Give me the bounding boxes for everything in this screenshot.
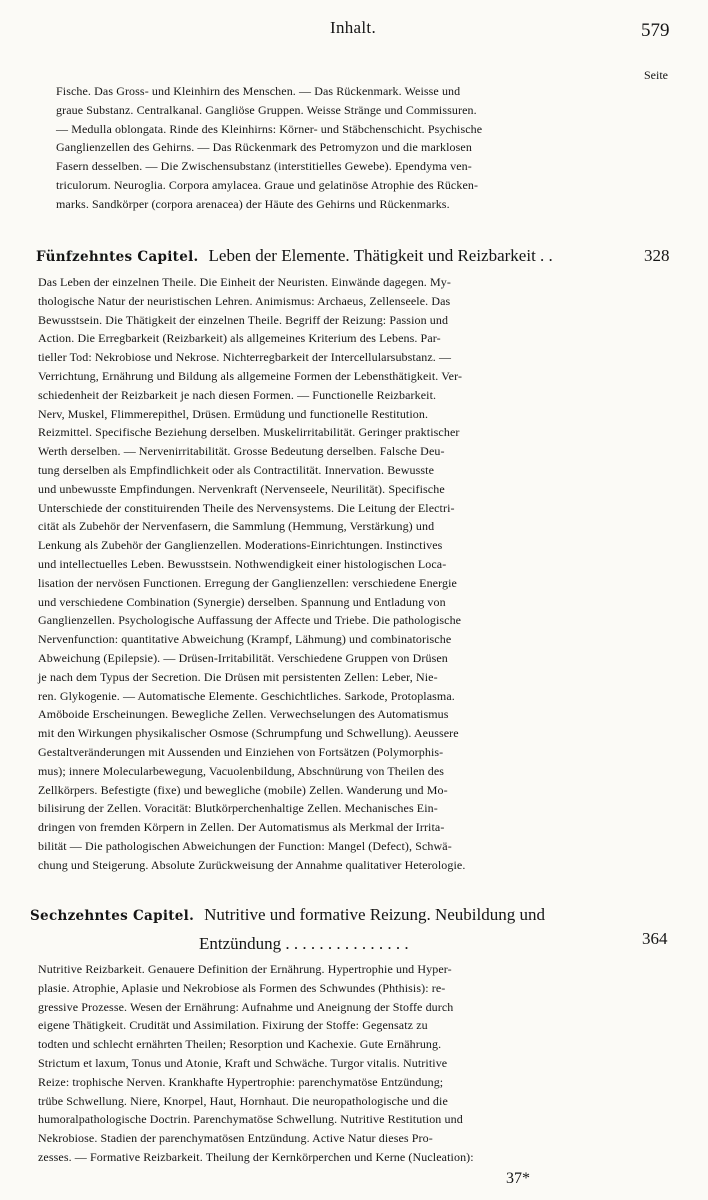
text-line: und intellectuelles Leben. Bewusstsein. Nothwendigkeit einer histologischen Loca- (38, 556, 447, 571)
text-line: Abweichung (Epilepsie). — Drüsen-Irritabilität. Verschiedene Gruppen von Drüsen (38, 650, 448, 665)
text-line: Nerv, Muskel, Flimmerepithel, Drüsen. Ermüdung und functionelle Restitution. (38, 406, 429, 421)
text-line: schiedenheit der Reizbarkeit je nach diesen Formen. — Functionelle Reizbarkeit. (38, 387, 437, 402)
section-summary-continued (56, 82, 616, 214)
text-line: Werth derselben. — Nervenirritabilität. Grosse Bedeutung derselben. Falsche Deu- (38, 444, 445, 459)
text-line: gressive Prozesse. Wesen der Ernährung: Aufnahme und Aneignung der Stoffe durch (38, 999, 454, 1014)
text-line: Ganglienzellen des Gehirns. — Das Rückenmark des Petromyzon und die marklosen (56, 140, 472, 155)
text-line: Nervenfunction: quantitative Abweichung (Krampf, Lähmung) und combinatorische (38, 632, 452, 647)
text-line: graue Substanz. Centralkanal. Gangliöse Gruppen. Weisse Stränge und Commissuren. (56, 102, 477, 117)
text-line: Fasern desselben. — Die Zwischensubstanz (interstitielles Gewebe). Ependyma ven- (56, 159, 472, 174)
chapter-page-number: 328 (644, 246, 670, 265)
text-line: marks. Sandkörper (corpora arenacea) der Häute des Gehirns und Rückenmarks. (56, 196, 450, 211)
text-line: mit den Wirkungen physikalischer Osmose (Schrumpfung und Schwellung). Aeussere (38, 726, 459, 741)
text-line: eigene Thätigkeit. Crudität und Assimilation. Fixirung der Stoffe: Gegensatz zu (38, 1018, 428, 1033)
text-line: Bewusstsein. Die Thätigkeit der einzelnen Theile. Begriff der Reizung: Passion und (38, 312, 449, 327)
text-line: Reize: trophische Nerven. Krankhafte Hypertrophie: parenchymatöse Entzündung; (38, 1074, 444, 1089)
text-line: — Medulla oblongata. Rinde des Kleinhirns: Körner- und Stäbchenschicht. Psychische (56, 121, 483, 136)
text-line: humoralpathologische Doctrin. Parenchymatöse Schwellung. Nutritive Restitution und (38, 1112, 463, 1127)
text-line: ren. Glykogenie. — Automatische Elemente. Geschichtliches. Sarkode, Protoplasma. (38, 688, 455, 703)
text-line: je nach dem Typus der Secretion. Die Drüsen mit persistenten Zellen: Leber, Nie- (38, 669, 438, 684)
text-line: lisation der nervösen Functionen. Erregung der Ganglienzellen: verschiedene Energie (38, 575, 457, 590)
chapter-title-line2: Entzündung . . . . . . . . . . . . . . . (199, 934, 409, 953)
chapter-summary-15 (38, 273, 616, 875)
text-line: plasie. Atrophie, Aplasie und Nekrobiose als Formen des Schwundes (Phthisis): re- (38, 980, 446, 995)
page-number: 579 (641, 20, 670, 41)
chapter-page-number: 364 (642, 929, 668, 948)
text-line: zesses. — Formative Reizbarkeit. Theilung der Kernkörperchen und Kerne (Nucleation): (38, 1149, 474, 1164)
text-line: Das Leben der einzelnen Theile. Die Einheit der Neuristen. Einwände dagegen. My- (38, 275, 451, 289)
chapter-heading-15 (36, 246, 553, 266)
seite-label: Seite (644, 68, 668, 82)
text-line: Ganglienzellen. Psychologische Auffassung der Affecte und Triebe. Die pathologische (38, 613, 462, 628)
text-line: bilität — Die pathologischen Abweichungen der Function: Mangel (Defect), Schwä- (38, 838, 452, 853)
text-line: Amöboide Erscheinungen. Bewegliche Zellen. Verwechselungen des Automatismus (38, 707, 449, 722)
text-line: mus); innere Molecularbewegung, Vacuolenbildung, Abschnürung von Theilen des (38, 763, 445, 778)
text-line: Unterschiede der constituirenden Theile des Nervensystems. Die Leitung der Electri- (38, 500, 455, 515)
text-line: Nutritive Reizbarkeit. Genauere Definition der Ernährung. Hypertrophie und Hyper- (38, 962, 452, 976)
text-line: Fische. Das Gross- und Kleinhirn des Menschen. — Das Rückenmark. Weisse und (56, 84, 461, 98)
text-line: und unbewusste Empfindungen. Nervenkraft (Nervenseele, Neurilität). Specifische (38, 481, 445, 496)
text-line: triculorum. Neuroglia. Corpora amylacea. Graue und gelatinöse Atrophie des Rücken- (56, 177, 479, 192)
chapter-summary-16 (38, 960, 616, 1167)
text-line: trübe Schwellung. Niere, Knorpel, Haut, Hornhaut. Die neuropathologische und die (38, 1093, 448, 1108)
chapter-label: Sechzehntes Capitel. (30, 908, 195, 924)
text-line: Reizmittel. Specifische Beziehung derselben. Muskelirritabilität. Geringer praktischer (38, 425, 460, 440)
chapter-heading-16 (30, 905, 545, 925)
text-line: und verschiedene Combination (Synergie) derselben. Spannung und Entladung von (38, 594, 446, 609)
text-line: bilisirung der Zellen. Voracität: Blutkörperchenhaltige Zellen. Mechanisches Ein- (38, 801, 438, 816)
text-line: Gestaltveränderungen mit Aussenden und Einziehen von Fortsätzen (Polymorphis- (38, 744, 444, 759)
text-line: tieller Tod: Nekrobiose und Nekrose. Nichterregbarkeit der Intercellularsubstanz. — (38, 350, 452, 365)
running-header: Inhalt. (330, 18, 377, 37)
text-line: Action. Die Erregbarkeit (Reizbarkeit) als allgemeines Kriterium des Lebens. Par- (38, 331, 441, 346)
chapter-title: Leben der Elemente. Thätigkeit und Reizbarkeit . . (208, 246, 553, 265)
text-line: cität als Zubehör der Nervenfasern, die Sammlung (Hemmung, Verstärkung) und (38, 519, 435, 534)
text-line: Lenkung als Zubehör der Ganglienzellen. Moderations-Einrichtungen. Instinctives (38, 538, 443, 553)
chapter-label: Fünfzehntes Capitel. (36, 249, 199, 265)
text-line: Verrichtung, Ernährung und Bildung als allgemeine Formen der Lebensthätigkeit. Ver- (38, 368, 463, 383)
text-line: dringen von fremden Körpern in Zellen. Der Automatismus als Merkmal der Irrita- (38, 820, 445, 835)
text-line: Zellkörpers. Befestigte (fixe) und bewegliche (mobile) Zellen. Wanderung und Mo- (38, 782, 448, 797)
sheet-signature: 37* (506, 1170, 530, 1187)
text-line: thologische Natur der neuristischen Lehren. Animismus: Archaeus, Zellenseele. Das (38, 293, 451, 308)
text-line: Strictum et laxum, Tonus und Atonie, Kraft und Schwäche. Turgor vitalis. Nutritive (38, 1055, 448, 1070)
text-line: Nekrobiose. Stadien der parenchymatösen Entzündung. Active Natur dieses Pro- (38, 1131, 433, 1146)
text-line: chung und Steigerung. Absolute Zurückweisung der Annahme qualitativer Heterologie. (38, 857, 466, 872)
text-line: tung derselben als Empfindlichkeit oder als Contractilität. Innervation. Bewusste (38, 462, 435, 477)
text-line: todten und schlecht ernährten Theilen; Resorption und Kachexie. Gute Ernährung. (38, 1037, 442, 1052)
chapter-title-line1: Nutritive und formative Reizung. Neubildung und (204, 905, 545, 924)
